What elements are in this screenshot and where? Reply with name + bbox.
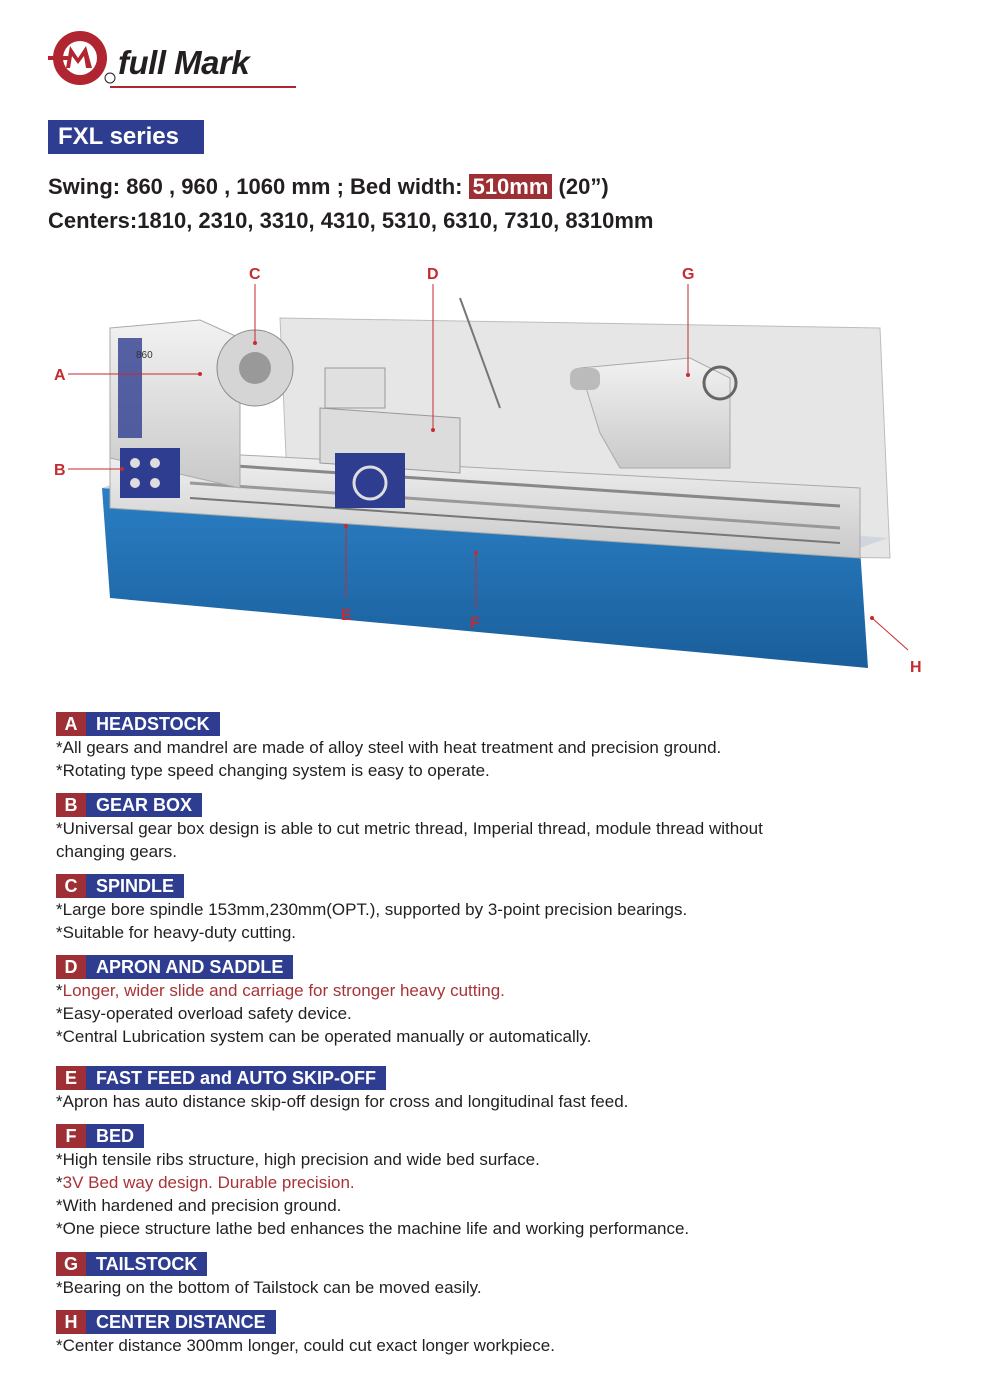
lathe-machine-illustration bbox=[40, 258, 960, 688]
callout-f: F bbox=[470, 615, 480, 632]
section-title: CENTER DISTANCE bbox=[86, 1310, 276, 1334]
section-line-highlight bbox=[56, 1171, 689, 1194]
section-title: TAILSTOCK bbox=[86, 1252, 207, 1276]
section-title: FAST FEED and AUTO SKIP-OFF bbox=[86, 1066, 386, 1090]
section-spindle bbox=[56, 874, 687, 944]
callout-g: G bbox=[682, 266, 695, 283]
series-label: FXL series bbox=[48, 120, 204, 154]
section-line: *Suitable for heavy-duty cutting. bbox=[56, 923, 297, 942]
callout-c: C bbox=[249, 266, 261, 283]
section-gear-box bbox=[56, 793, 763, 863]
specs-block bbox=[48, 170, 653, 238]
swing-text: Swing: 860 , 960 , 1060 mm ; Bed width: bbox=[48, 174, 469, 199]
swing-line bbox=[48, 170, 653, 204]
section-line: *Universal gear box design is able to cut metric thread, Imperial thread, module thread without bbox=[56, 819, 763, 838]
bullet-prefix: * bbox=[56, 981, 63, 1000]
section-headstock bbox=[56, 712, 721, 782]
brand-name: full Mark bbox=[118, 44, 250, 81]
section-letter: D bbox=[56, 955, 86, 979]
logo-underline bbox=[110, 86, 296, 88]
highlight-text: 3V Bed way design. Durable precision. bbox=[62, 1173, 355, 1192]
section-line: *Large bore spindle 153mm,230mm(OPT.), supported by 3-point precision bearings. bbox=[56, 900, 688, 919]
section-line: *High tensile ribs structure, high precision and wide bed surface. bbox=[56, 1150, 540, 1169]
section-title: APRON AND SADDLE bbox=[86, 955, 293, 979]
section-letter: A bbox=[56, 712, 86, 736]
section-line: *Center distance 300mm longer, could cut exact longer workpiece. bbox=[56, 1336, 555, 1355]
bed-width-badge: 510mm bbox=[469, 174, 553, 199]
section-line: *Bearing on the bottom of Tailstock can be moved easily. bbox=[56, 1278, 482, 1297]
panel-860: 860 bbox=[136, 350, 153, 361]
section-title: HEADSTOCK bbox=[86, 712, 220, 736]
section-tailstock bbox=[56, 1252, 482, 1299]
section-letter: B bbox=[56, 793, 86, 817]
callout-b: B bbox=[54, 462, 66, 479]
callout-d: D bbox=[427, 266, 439, 283]
section-title: BED bbox=[86, 1124, 144, 1148]
section-letter: H bbox=[56, 1310, 86, 1334]
section-line: *All gears and mandrel are made of alloy steel with heat treatment and precision ground. bbox=[56, 738, 722, 757]
section-line-highlight bbox=[56, 979, 591, 1002]
callout-a: A bbox=[54, 367, 66, 384]
section-line: *One piece structure lathe bed enhances the machine life and working performance. bbox=[56, 1219, 690, 1238]
section-line: *Rotating type speed changing system is easy to operate. bbox=[56, 761, 490, 780]
section-bed bbox=[56, 1124, 689, 1240]
section-letter: C bbox=[56, 874, 86, 898]
highlight-text: Longer, wider slide and carriage for stronger heavy cutting. bbox=[62, 981, 505, 1000]
section-line: changing gears. bbox=[56, 842, 177, 861]
section-title: SPINDLE bbox=[86, 874, 184, 898]
callout-h: H bbox=[910, 659, 922, 676]
gearbox-panel bbox=[120, 448, 180, 498]
section-letter: E bbox=[56, 1066, 86, 1090]
callout-e: E bbox=[341, 607, 352, 624]
bed-width-inch: (20”) bbox=[552, 174, 609, 199]
section-title: GEAR BOX bbox=[86, 793, 202, 817]
section-letter: F bbox=[56, 1124, 86, 1148]
section-line: *With hardened and precision ground. bbox=[56, 1196, 342, 1215]
section-line: *Easy-operated overload safety device. bbox=[56, 1004, 352, 1023]
section-apron-saddle bbox=[56, 955, 591, 1048]
centers-line: Centers:1810, 2310, 3310, 4310, 5310, 6310, 7310, 8310mm bbox=[48, 208, 654, 233]
section-line: *Central Lubrication system can be operated manually or automatically. bbox=[56, 1027, 592, 1046]
section-fast-feed bbox=[56, 1066, 628, 1113]
section-line: *Apron has auto distance skip-off design for cross and longitudinal fast feed. bbox=[56, 1092, 629, 1111]
section-letter: G bbox=[56, 1252, 86, 1276]
bullet-prefix: * bbox=[56, 1173, 63, 1192]
section-center-distance bbox=[56, 1310, 555, 1357]
